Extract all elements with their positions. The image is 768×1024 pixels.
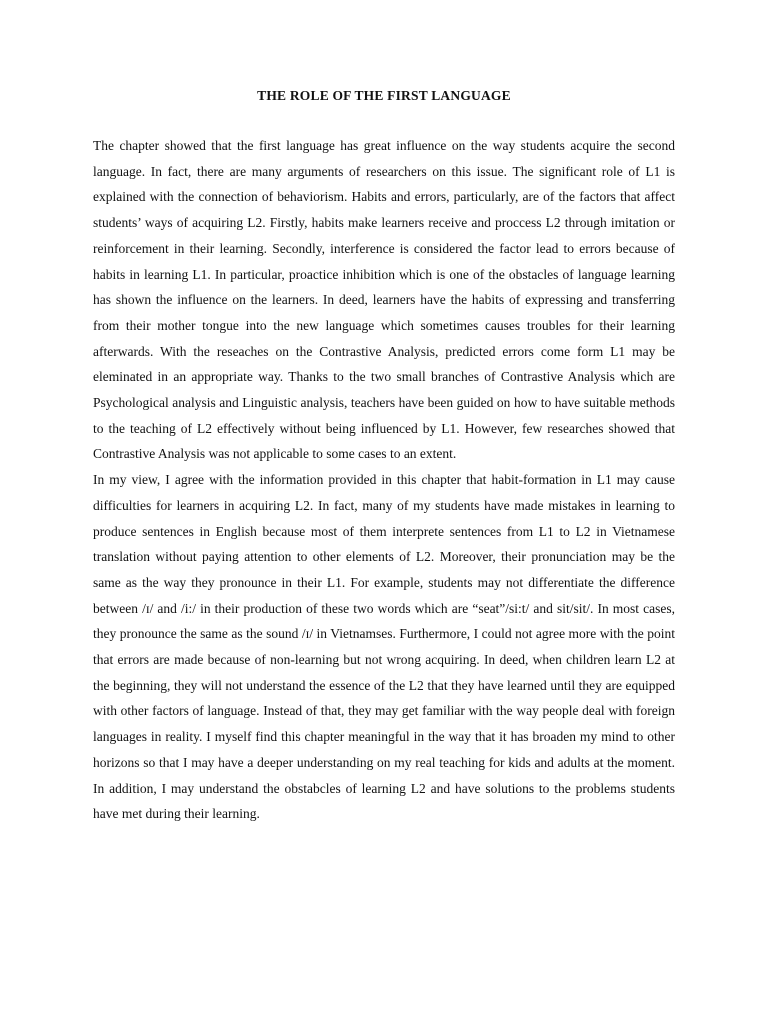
- paragraph-opinion: In my view, I agree with the information provided in this chapter that habit-formation in L1 may cause difficulties for learners in acquiring L2. In fact, many of my students have made mistakes in learning to produce sentences in English because most of them interprete sentences from L1 to L2 in Vietnamese translation without paying attention to other elements of L2. Moreover, their pronunciation may be the same as the way they pronounce in their L1. For example, students may not differentiate the difference between /ɪ/ and /i:/ in their production of these two words which are “seat”/si:t/ and sit/sit/. In most cases, they pronounce the same as the sound /ɪ/ in Vietnamses. Furthermore, I could not agree more with the point that errors are made because of non-learning but not wrong acquiring. In deed, when children learn L2 at the beginning, they will not understand the essence of the L2 that they have learned until they are equipped with other factors of language. Instead of that, they may get familiar with the way people deal with foreign languages in reality. I myself find this chapter meaningful in the way that it has broaden my mind to other horizons so that I may have a deeper understanding on my real teaching for kids and adults at the moment. In addition, I may understand the obstabcles of learning L2 and have solutions to the problems students have met during their learning.: [93, 472, 675, 822]
- document-title: THE ROLE OF THE FIRST LANGUAGE: [257, 88, 511, 103]
- document-body: [93, 133, 675, 827]
- paragraph-summary: The chapter showed that the first language has great influence on the way students acquire the second language. In fact, there are many arguments of researchers on this issue. The significant role of L1 is explained with the connection of behaviorism. Habits and errors, particularly, are of the factors that affect students’ ways of acquiring L2. Firstly, habits make learners receive and proccess L2 through imitation or reinforcement in their learning. Secondly, interference is considered the factor lead to errors because of habits in learning L1. In particular, proactice inhibition which is one of the obstacles of language learning has shown the influence on the learners. In deed, learners have the habits of expressing and transferring from their mother tongue into the new language which sometimes causes troubles for their learning afterwards. With the reseaches on the Contrastive Analysis, predicted errors come form L1 may be eleminated in an appropriate way. Thanks to the two small branches of Contrastive Analysis which are Psychological analysis and Linguistic analysis, teachers have been guided on how to have suitable methods to the teaching of L2 effectively without being influenced by L1. However, few researches showed that Contrastive Analysis was not applicable to some cases to an extent.: [93, 138, 675, 462]
